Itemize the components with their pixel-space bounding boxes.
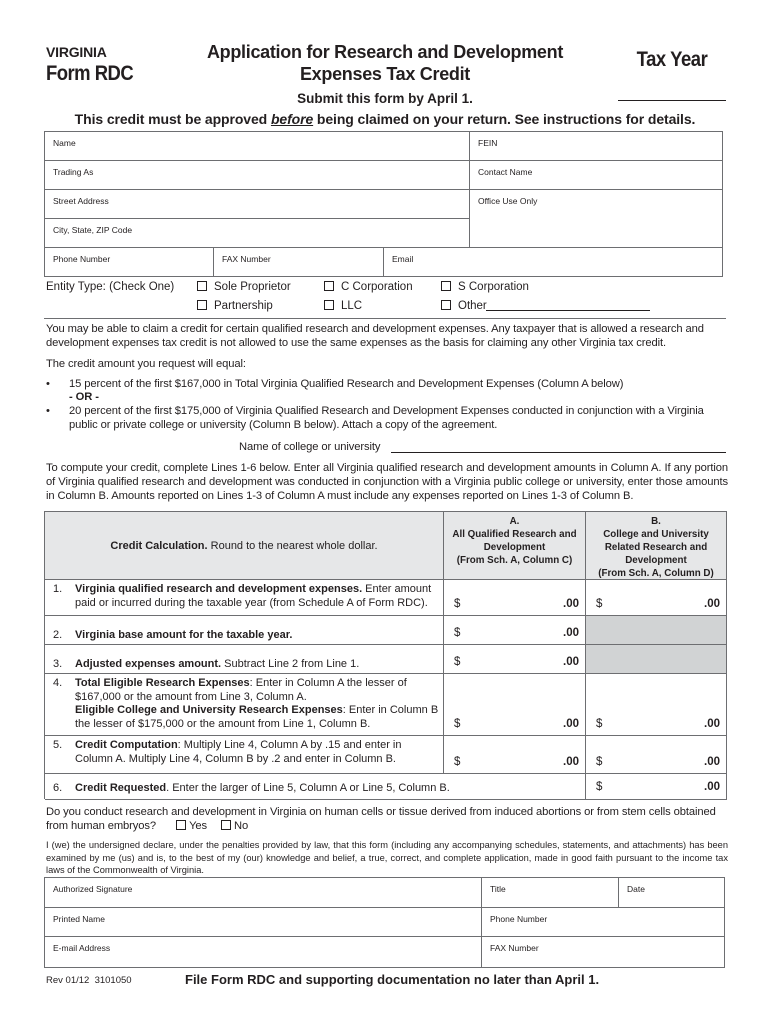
row-text: : Enter in Column A the lesser of $167,000 or the amount from Line 3, Column A. — [75, 677, 407, 703]
calc-header-rest: Round to the nearest whole dollar. — [207, 539, 378, 552]
trading-as-field[interactable] — [45, 161, 470, 190]
column-b-header — [586, 512, 727, 580]
line-2-column-a-input[interactable] — [444, 616, 586, 645]
fax-number-label: FAX Number — [222, 254, 271, 264]
col-a-line: (From Sch. A, Column C) — [456, 555, 573, 566]
amount-value: .00 — [704, 781, 720, 793]
taxpayer-info-box — [44, 131, 723, 277]
declaration-text: I (we) the undersigned declare, under the penalties provided by law, that this form (including any accompanying schedules, statements, and attachments) has been examined by me (us) and is, to the best of my (our) knowledge and belief, a true, correct, and complete application, made in good faith pursuant to the income tax laws of the Commonwealth of Virginia. — [46, 840, 728, 875]
col-b-line: (From Sch. A, Column D) — [598, 568, 714, 579]
checkbox-icon[interactable] — [197, 281, 207, 291]
compute-paragraph: To compute your credit, complete Lines 1-6 below. Enter all Virginia qualified research and development amounts in Column A. If any portion of Virginia qualified research and development was conducted in conjunction with a Virginia public college or university, enter those amounts in Column B. Amounts reported on Lines 1-3 of Column A must include any expenses reported on Lines 1-3 of Column B. — [46, 462, 728, 502]
email-label: Email — [392, 254, 414, 264]
bullet-icon: • — [46, 378, 50, 390]
revision-code: Rev 01/12 3101050 — [46, 975, 132, 986]
col-a-line: All Qualified Research and — [452, 529, 577, 540]
entity-option-partnership[interactable] — [197, 300, 273, 312]
dollar-sign: $ — [454, 627, 461, 639]
title-label: Title — [490, 884, 506, 894]
calc-row-5 — [45, 736, 444, 774]
fein-label: FEIN — [478, 138, 498, 148]
col-b-line: Development — [625, 555, 687, 566]
phone-number-field[interactable] — [45, 248, 214, 277]
date-label: Date — [627, 884, 645, 894]
signer-fax-label: FAX Number — [490, 943, 539, 953]
dollar-sign: $ — [454, 756, 461, 768]
city-state-zip-label: City, State, ZIP Code — [53, 225, 133, 235]
date-field[interactable] — [619, 878, 724, 908]
line-5-column-a-input[interactable] — [444, 736, 586, 774]
form-title-line1: Application for Research and Development — [206, 42, 564, 62]
contact-name-label: Contact Name — [478, 167, 533, 177]
email-address-field[interactable] — [45, 937, 482, 967]
tax-year-field[interactable] — [618, 99, 726, 101]
email-address-label: E-mail Address — [53, 943, 111, 953]
calc-row-1 — [45, 580, 444, 616]
embryo-question-text: Do you conduct research and development in Virginia on human cells or tissue derived from induced abortions or from stem cells obtained from human embryos? — [46, 806, 716, 832]
authorized-signature-field[interactable] — [45, 878, 482, 908]
form-title-line2: Expenses Tax Credit — [299, 64, 471, 84]
row-text: Subtract Line 2 from Line 1. — [221, 658, 360, 670]
col-b-line: Related Research and — [604, 542, 708, 553]
line-6-credit-requested-input[interactable] — [586, 774, 727, 800]
col-b-letter: B. — [651, 516, 661, 527]
row-bold-text: Virginia qualified research and development expenses. — [75, 583, 363, 595]
bullet-1: 15 percent of the first $167,000 in Total Virginia Qualified Research and Development Expenses (Column A below) — [69, 378, 624, 390]
line-2-column-b-shaded — [586, 616, 727, 645]
signer-phone-label: Phone Number — [490, 914, 548, 924]
approval-notice — [40, 111, 730, 127]
email-field[interactable] — [384, 248, 722, 277]
option-label: C Corporation — [341, 281, 413, 293]
dollar-sign: $ — [596, 756, 603, 768]
line-4-column-b-input[interactable] — [586, 674, 727, 736]
amount-value: .00 — [563, 718, 579, 730]
line-3-column-b-shaded — [586, 645, 727, 674]
college-label: Name of college or university — [239, 441, 381, 453]
col-b-line: College and University — [603, 529, 709, 540]
approval-prefix: This credit must be approved — [74, 111, 271, 127]
filing-deadline-notice: File Form RDC and supporting documentation no later than April 1. — [185, 972, 600, 987]
dollar-sign: $ — [596, 598, 603, 610]
line-1-column-b-input[interactable] — [586, 580, 727, 616]
title-field[interactable] — [482, 878, 619, 908]
dollar-sign: $ — [454, 598, 461, 610]
row-bold-text-2: Eligible College and University Research Expenses — [75, 704, 343, 716]
fein-field[interactable] — [470, 132, 722, 161]
approval-emphasis: before — [270, 111, 314, 127]
row-text: : Multiply Line 4, Column A by .15 and enter in Column A. Multiply Line 4, Column B by .2 and enter in Column B. — [75, 739, 402, 765]
row-number: 6. — [53, 782, 63, 794]
row-bold-text: Total Eligible Research Expenses — [75, 677, 250, 689]
checkbox-icon[interactable] — [441, 281, 451, 291]
row-text-2: : Enter in Column B the lesser of $175,000 or the amount from Line 1, Column B. — [75, 704, 439, 730]
option-label: S Corporation — [458, 281, 529, 293]
dollar-sign: $ — [596, 718, 603, 730]
row-bold-text: Credit Requested — [75, 782, 167, 794]
checkbox-icon[interactable] — [324, 281, 334, 291]
calc-header — [45, 512, 444, 580]
embryo-no-option[interactable] — [221, 820, 248, 832]
intro-paragraph: You may be able to claim a credit for certain qualified research and development expenses. Any taxpayer that is allowed a research and development expenses tax credit is not allowed to use the same expenses as the basis for claiming any other Virginia tax credit. — [46, 323, 704, 349]
option-label: Other — [458, 300, 487, 312]
line-1-column-a-input[interactable] — [444, 580, 586, 616]
credit-equal-text: The credit amount you request will equal: — [46, 358, 246, 370]
line-5-column-b-input[interactable] — [586, 736, 727, 774]
office-use-only-field — [470, 190, 722, 248]
city-state-zip-field[interactable] — [45, 219, 470, 248]
entity-option-c-corporation[interactable] — [324, 281, 413, 293]
signer-phone-field[interactable] — [482, 908, 724, 937]
row-bold-text: Virginia base amount for the taxable year. — [75, 629, 293, 641]
approval-suffix: being claimed on your return. See instructions for details. — [313, 111, 696, 127]
entity-option-other[interactable] — [441, 300, 487, 312]
calc-row-4 — [45, 674, 444, 736]
row-bold-text: Credit Computation — [75, 739, 178, 751]
amount-value: .00 — [704, 598, 720, 610]
entity-type-label: Entity Type: (Check One) — [46, 281, 175, 293]
entity-option-sole-proprietor[interactable] — [197, 281, 291, 293]
row-text: . Enter the larger of Line 5, Column A or Line 5, Column B. — [166, 782, 450, 794]
yes-label: Yes — [189, 820, 208, 832]
row-number: 4. — [53, 677, 63, 689]
dollar-sign: $ — [454, 656, 461, 668]
option-label: Partnership — [214, 300, 273, 312]
signer-fax-field[interactable] — [482, 937, 724, 967]
entity-option-s-corporation[interactable] — [441, 281, 529, 293]
row-number: 1. — [53, 583, 63, 595]
option-label: LLC — [341, 300, 363, 312]
credit-calculation-table — [44, 511, 727, 799]
amount-value: .00 — [704, 756, 720, 768]
calc-row-3 — [45, 645, 444, 674]
calc-row-6 — [45, 774, 586, 800]
trading-as-label: Trading As — [53, 167, 94, 177]
embryo-yes-option[interactable] — [176, 820, 207, 832]
checkbox-icon[interactable] — [324, 300, 334, 310]
printed-name-label: Printed Name — [53, 914, 105, 924]
checkbox-icon[interactable] — [197, 300, 207, 310]
street-address-field[interactable] — [45, 190, 470, 219]
name-field[interactable] — [45, 132, 470, 161]
checkbox-icon[interactable] — [441, 300, 451, 310]
column-a-header — [444, 512, 586, 580]
submit-notice: Submit this form by April 1. — [297, 91, 473, 106]
col-a-line: Development — [483, 542, 546, 553]
line-3-column-a-input[interactable] — [444, 645, 586, 674]
other-entity-input[interactable] — [486, 310, 650, 311]
checkbox-icon[interactable] — [221, 820, 231, 830]
form-name: Form RDC — [46, 62, 134, 85]
office-use-only-label: Office Use Only — [478, 196, 538, 206]
line-4-column-a-input[interactable] — [444, 674, 586, 736]
amount-value: .00 — [563, 627, 579, 639]
calc-header-bold: Credit Calculation. — [110, 539, 208, 552]
divider — [44, 318, 726, 319]
bullet-2: 20 percent of the first $175,000 of Virginia Qualified Research and Development Expenses conducted in conjunction with a Virginia public or private college or university (Column B below). Attach a copy of the agreement. — [69, 405, 704, 431]
amount-value: .00 — [563, 656, 579, 668]
bullet-icon: • — [46, 405, 50, 417]
authorized-signature-label: Authorized Signature — [53, 884, 133, 894]
amount-value: .00 — [704, 718, 720, 730]
college-name-input[interactable] — [391, 452, 726, 453]
row-number: 3. — [53, 658, 63, 670]
street-address-label: Street Address — [53, 196, 109, 206]
row-number: 5. — [53, 739, 63, 751]
fax-number-field[interactable] — [214, 248, 384, 277]
row-bold-text: Adjusted expenses amount. — [75, 658, 222, 670]
option-label: Sole Proprietor — [214, 281, 291, 293]
col-a-letter: A. — [509, 516, 520, 527]
tax-year-label: Tax Year — [636, 48, 708, 71]
contact-name-field[interactable] — [470, 161, 722, 190]
dollar-sign: $ — [454, 718, 461, 730]
signature-box — [44, 877, 725, 968]
amount-value: .00 — [563, 756, 579, 768]
row-number: 2. — [53, 629, 63, 641]
or-separator: - OR - — [69, 391, 99, 403]
dollar-sign: $ — [596, 781, 603, 793]
embryo-question — [46, 805, 728, 833]
amount-value: .00 — [563, 598, 579, 610]
state-label: VIRGINIA — [46, 44, 107, 60]
row-text: Enter amount paid or incurred during the taxable year (from Schedule A of Form RDC). — [75, 583, 432, 609]
checkbox-icon[interactable] — [176, 820, 186, 830]
printed-name-field[interactable] — [45, 908, 482, 937]
phone-number-label: Phone Number — [53, 254, 111, 264]
no-label: No — [234, 820, 249, 832]
name-label: Name — [53, 138, 76, 148]
entity-option-llc[interactable] — [324, 300, 362, 312]
calc-row-2 — [45, 616, 444, 645]
